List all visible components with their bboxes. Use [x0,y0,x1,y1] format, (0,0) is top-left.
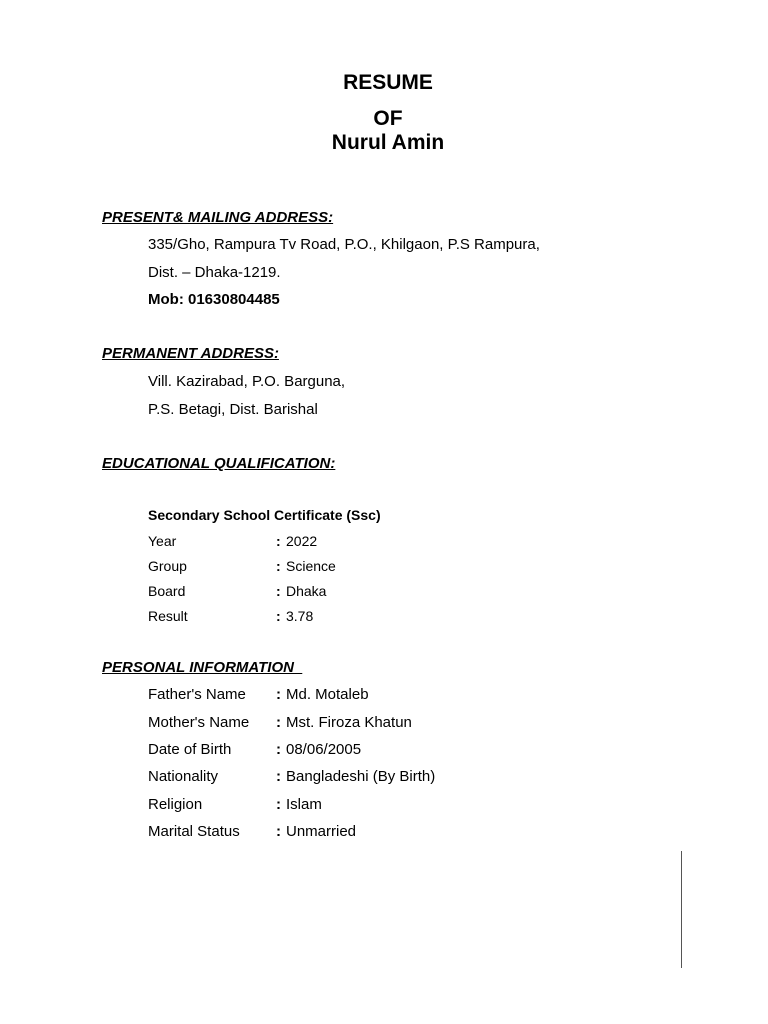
personal-label: Religion [148,796,203,813]
personal-value: Unmarried [286,823,357,840]
permanent-address-line2: P.S. Betagi, Dist. Barishal [148,401,318,418]
separator-colon: : [276,714,281,731]
edu-value: 3.78 [286,608,314,624]
separator-colon: : [276,686,281,703]
personal-label: Mother's Name [148,714,250,731]
resume-name: Nurul Amin [331,131,445,154]
exam-title: Secondary School Certificate (Ssc) [148,507,381,523]
edu-value: Dhaka [286,583,327,599]
permanent-address-line1: Vill. Kazirabad, P.O. Barguna, [148,373,346,390]
personal-label: Father's Name [148,686,246,703]
resume-of: OF [373,107,403,130]
separator-colon: : [276,533,281,549]
personal-value: Mst. Firoza Khatun [286,714,412,731]
present-address-line2: Dist. – Dhaka-1219. [148,264,281,281]
personal-value: Islam [286,796,322,813]
education-heading: EDUCATIONAL QUALIFICATION: [102,455,336,472]
present-address-heading: PRESENT& MAILING ADDRESS: [102,209,334,226]
personal-info-heading: PERSONAL INFORMATION [102,659,303,676]
separator-colon: : [276,796,281,813]
mobile-number: Mob: 01630804485 [148,291,280,308]
personal-label: Marital Status [148,823,240,840]
separator-colon: : [276,768,281,785]
edu-label: Result [148,608,188,624]
separator-colon: : [276,823,281,840]
edu-label: Group [148,558,187,574]
personal-value: Bangladeshi (By Birth) [286,768,436,785]
separator-colon: : [276,741,281,758]
personal-value: Md. Motaleb [286,686,369,703]
edu-value: 2022 [286,533,318,549]
edu-label: Year [148,533,177,549]
personal-label: Nationality [148,768,219,785]
resume-title: RESUME [343,71,433,94]
personal-value: 08/06/2005 [286,741,362,758]
separator-colon: : [276,608,281,624]
permanent-address-heading: PERMANENT ADDRESS: [102,345,279,362]
present-address-line1: 335/Gho, Rampura Tv Road, P.O., Khilgaon, P.S Rampura, [148,236,540,253]
edu-value: Science [286,558,336,574]
vertical-divider [681,851,682,968]
separator-colon: : [276,583,281,599]
personal-label: Date of Birth [148,741,232,758]
separator-colon: : [276,558,281,574]
edu-label: Board [148,583,186,599]
